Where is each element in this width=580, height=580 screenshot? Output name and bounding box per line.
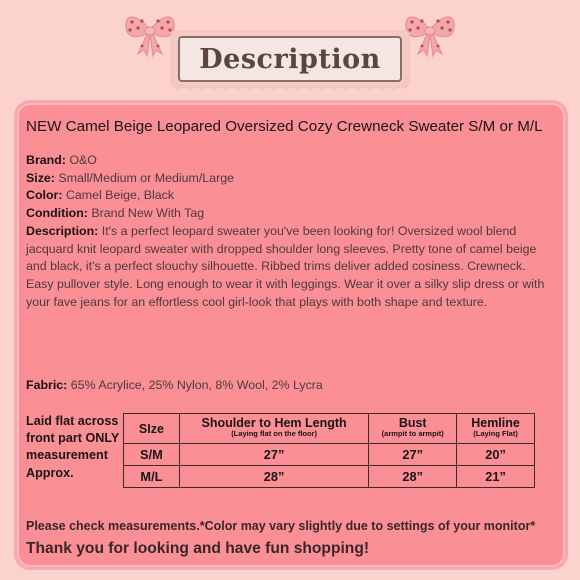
side-label-line: Approx. — [26, 465, 74, 480]
condition-line — [26, 205, 556, 223]
brand-value: O&O — [69, 153, 97, 167]
header-bust-sub: (armpit to armpit) — [381, 429, 444, 438]
banner-scallop-bottom — [172, 86, 408, 94]
fabric-value: 65% Acrylice, 25% Nylon, 8% Wool, 2% Lycra — [70, 378, 323, 392]
side-label-line: Laid flat across — [26, 414, 119, 428]
cell-size: M/L — [124, 466, 180, 488]
size-value: Small/Medium or Medium/Large — [58, 170, 234, 185]
table-row — [124, 444, 535, 466]
table-row — [124, 466, 535, 488]
header-banner — [0, 0, 580, 100]
header-hemline — [457, 414, 535, 444]
fabric-line — [26, 378, 526, 392]
cell-shoulder: 27” — [179, 444, 368, 466]
header-bust-label: Bust — [398, 416, 427, 430]
cell-shoulder: 28” — [179, 466, 368, 488]
cell-bust: 27” — [369, 444, 457, 466]
color-line — [26, 187, 556, 205]
header-size-label: SIze — [138, 421, 164, 436]
table-header-row — [124, 414, 535, 444]
header-size — [124, 414, 180, 444]
header-shoulder-label: Shoulder to Hem Length — [201, 416, 347, 430]
product-details — [26, 152, 556, 311]
product-title: NEW Camel Beige Leopared Oversized Cozy Crewneck Sweater S/M or M/L — [26, 118, 543, 135]
header-hemline-label: Hemline — [471, 416, 520, 430]
cell-hemline: 20” — [457, 444, 535, 466]
color-value: Camel Beige, Black — [65, 188, 175, 203]
condition-label: Condition: — [26, 206, 88, 221]
header-shoulder — [179, 414, 368, 444]
side-label-line: front part ONLY — [26, 431, 120, 446]
fabric-label: Fabric: — [26, 378, 68, 392]
brand-label: Brand: — [26, 153, 66, 167]
condition-value: Brand New With Tag — [91, 206, 205, 221]
header-hemline-sub: (Laying Flat) — [473, 429, 518, 438]
measurement-note: Please check measurements.*Color may vary slightly due to settings of your monitor* — [26, 519, 536, 533]
cell-hemline: 21” — [457, 466, 535, 488]
description-line — [26, 223, 556, 312]
cell-bust: 28” — [369, 466, 457, 488]
thank-you-message: Thank you for looking and have fun shopping! — [26, 540, 370, 557]
header-shoulder-sub: (Laying flat on the floor) — [231, 429, 318, 438]
banner-title: Description — [199, 43, 381, 75]
color-label: Color: — [26, 188, 63, 203]
measurement-table — [123, 413, 535, 488]
description-value: It's a perfect leopard sweater you've been looking for! Oversized wool blend jacquard knit leopard sweater with dropped shoulder long sleeves. Pretty tone of camel beige and black, it's a perfect slouchy silhouette. Ribbed trims deliver added cosiness. Crewneck. Easy pullover style. Long enough to wear it with leggings. Wear it over a silky slip dress or with your fave jeans for an effortless cool girl-look that plays with both shape and texture. — [26, 223, 545, 309]
size-label: Size: — [26, 170, 55, 185]
header-bust — [369, 414, 457, 444]
cell-size: S/M — [124, 444, 180, 466]
brand-line — [26, 152, 556, 170]
description-label: Description: — [26, 223, 99, 238]
measurement-side-label — [26, 413, 126, 482]
side-label-line: measurement — [26, 448, 108, 463]
size-line — [26, 170, 556, 188]
